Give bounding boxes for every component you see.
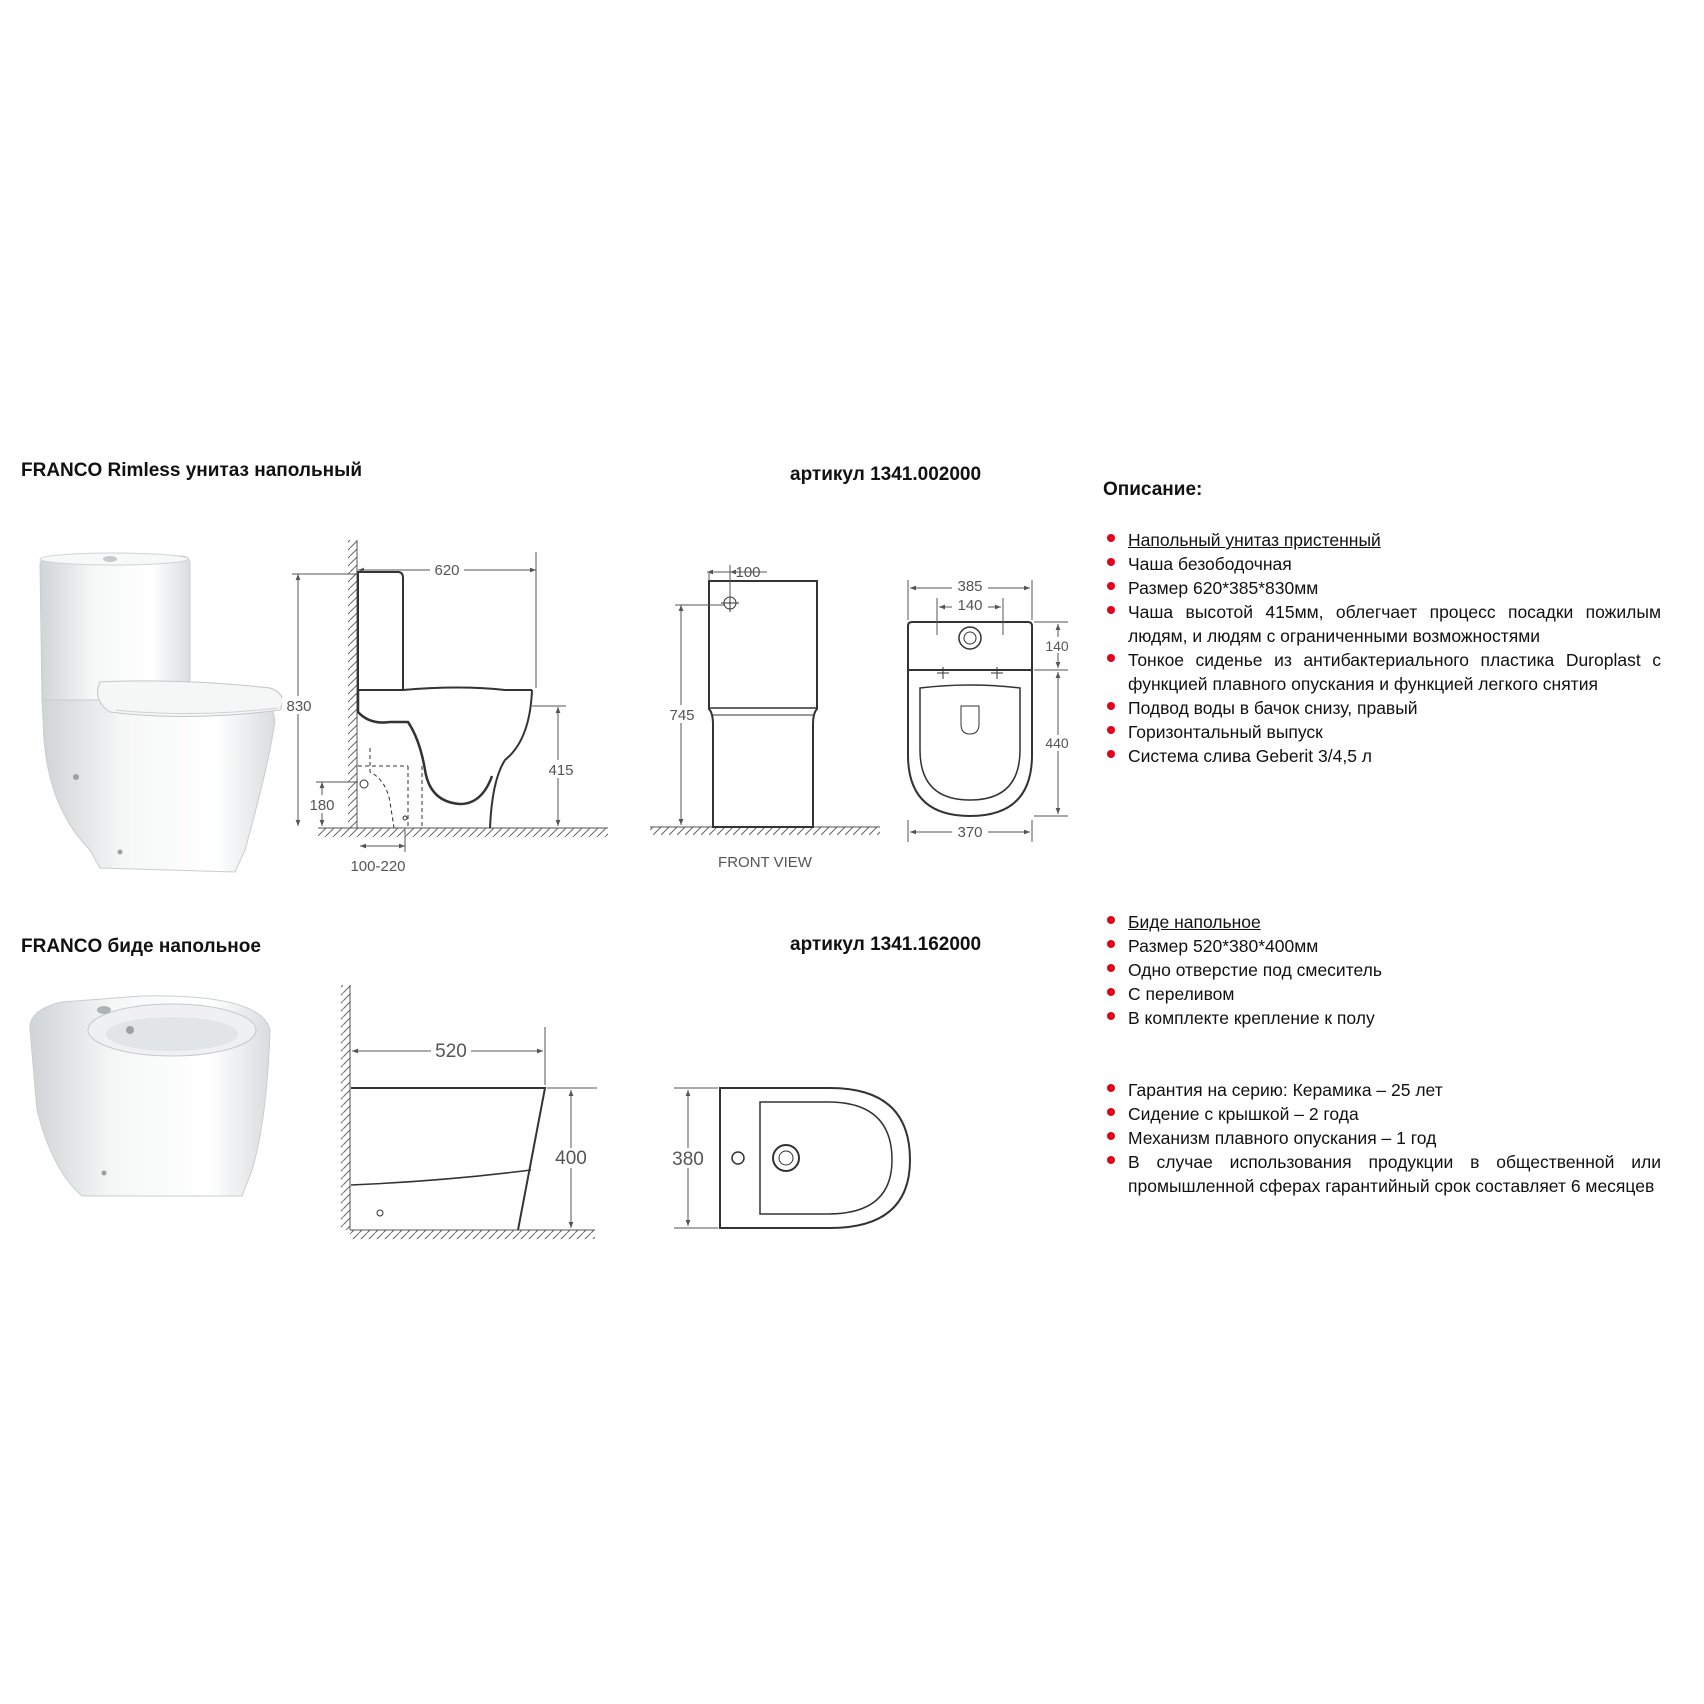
list-item	[1103, 744, 1661, 768]
list-item-text: Подвод воды в бачок снизу, правый	[1128, 698, 1418, 718]
dim-outlet-height: 180	[309, 797, 335, 814]
dim-length: 620	[434, 562, 460, 579]
toilet-article: артикул 1341.002000	[790, 464, 982, 485]
list-item	[1103, 576, 1661, 600]
dim-outlet-range: 100-220	[350, 858, 406, 875]
bidet-photo	[22, 990, 277, 1205]
list-item	[1103, 696, 1661, 720]
dim-front-offset: 100	[735, 564, 761, 581]
list-item-text: Сидение с крышкой – 2 года	[1128, 1104, 1359, 1124]
list-item-text: Чаша высотой 415мм, облегчает процесс посадки пожилым людям, и людям с ограниченными возможностями	[1128, 602, 1661, 646]
dim-top-hole: 140	[957, 597, 983, 614]
bidet-title: FRANCO биде напольное	[21, 936, 261, 957]
list-item	[1103, 1102, 1661, 1126]
bidet-feature-list	[1103, 910, 1661, 1030]
list-item	[1103, 720, 1661, 744]
list-item-text: Горизонтальный выпуск	[1128, 722, 1323, 742]
list-item	[1103, 648, 1661, 696]
toilet-title: FRANCO Rimless унитаз напольный	[21, 460, 363, 481]
bidet-article: артикул 1341.162000	[790, 934, 982, 955]
dim-top-width: 385	[957, 578, 983, 595]
list-item-text: Тонкое сиденье из антибактериального пластика Duroplast с функцией плавного опускания и функцией легкого снятия	[1128, 650, 1661, 694]
front-view-label: FRONT VIEW	[718, 854, 812, 871]
list-item-text: Напольный унитаз пристенный	[1128, 530, 1381, 550]
dim-top-bowl-depth: 440	[1045, 735, 1069, 751]
list-item	[1103, 982, 1661, 1006]
bidet-dim-length: 520	[435, 1041, 467, 1062]
list-item	[1103, 1078, 1661, 1102]
dim-top-base-width: 370	[957, 824, 983, 841]
toilet-photo	[30, 550, 285, 880]
list-item-text: Размер 520*380*400мм	[1128, 936, 1319, 956]
list-item	[1103, 910, 1661, 934]
bidet-dim-height: 400	[555, 1148, 587, 1169]
bidet-top-drawing	[660, 1080, 915, 1235]
toilet-feature-list	[1103, 528, 1661, 768]
toilet-top-drawing	[900, 570, 1070, 845]
toilet-side-drawing	[270, 540, 615, 880]
dim-height: 830	[286, 698, 312, 715]
list-item-text: Биде напольное	[1128, 912, 1261, 932]
list-item-text: Размер 620*385*830мм	[1128, 578, 1319, 598]
list-item	[1103, 600, 1661, 648]
dim-bowl-height: 415	[548, 762, 574, 779]
list-item-text: В комплекте крепление к полу	[1128, 1008, 1375, 1028]
list-item	[1103, 1150, 1661, 1198]
list-item-text: Чаша безободочная	[1128, 554, 1292, 574]
dim-front-height: 745	[669, 707, 695, 724]
description-title: Описание:	[1103, 479, 1203, 500]
list-item-text: Механизм плавного опускания – 1 год	[1128, 1128, 1437, 1148]
list-item-text: С переливом	[1128, 984, 1235, 1004]
bidet-side-drawing	[335, 985, 600, 1255]
list-item-text: Система слива Geberit 3/4,5 л	[1128, 746, 1373, 766]
toilet-front-drawing	[645, 555, 890, 875]
list-item	[1103, 934, 1661, 958]
list-item-text: В случае использования продукции в общественной или промышленной сферах гарантийный срок составляет 6 месяцев	[1128, 1152, 1661, 1196]
bidet-dim-width: 380	[672, 1149, 704, 1170]
list-item	[1103, 552, 1661, 576]
list-item-text: Одно отверстие под смеситель	[1128, 960, 1382, 980]
list-item	[1103, 528, 1661, 552]
list-item	[1103, 1006, 1661, 1030]
list-item	[1103, 958, 1661, 982]
dim-top-tank-depth: 140	[1045, 638, 1069, 654]
warranty-list	[1103, 1078, 1661, 1198]
list-item	[1103, 1126, 1661, 1150]
list-item-text: Гарантия на серию: Керамика – 25 лет	[1128, 1080, 1443, 1100]
